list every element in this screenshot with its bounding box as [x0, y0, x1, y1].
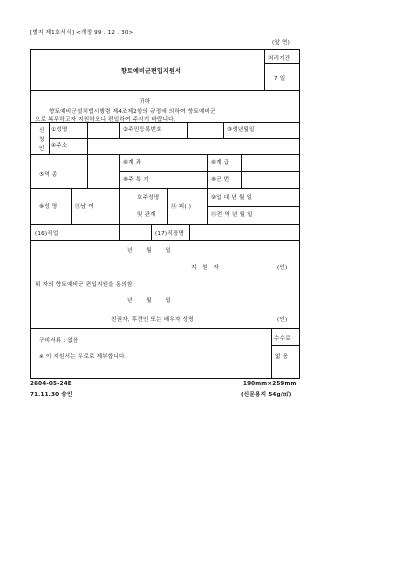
consent-text: 위 자의 향토예비군 편입지원을 동의함: [35, 282, 133, 288]
fee-value: 없 음: [275, 354, 289, 360]
date-line-1: 년 월 일: [127, 248, 177, 254]
intro-line-1: 향토예비군설치법시행령 제4조제2항의 규정에 의하여 향토예비군: [49, 109, 216, 115]
intro-line-2: 으로 복무하고자 지원하오니 편입하여 주시기 바랍니다.: [35, 117, 176, 123]
fee-label: 수수료: [274, 336, 291, 342]
name2-label: ⑧성 명: [39, 204, 58, 210]
misc-label: ⑭ 피( ): [171, 204, 192, 210]
guardian-seal: (인): [277, 317, 288, 323]
discharge-label: ⑮전 역 년 월 일: [211, 212, 253, 218]
resident-no-label: ②주민등록번호: [123, 127, 162, 133]
gender-label: ⑪남 여: [75, 204, 94, 210]
processing-label: 처리기간: [268, 56, 291, 62]
applicant-seal: (인): [277, 265, 288, 271]
duty-label: ⑧주 특 기: [123, 177, 149, 183]
address-label: ④주소: [51, 143, 68, 149]
footer-approval: 71.11.30 승인: [30, 392, 73, 398]
applicant-label: 지 원 자: [191, 265, 221, 271]
footer-paper: (신문용지 54g/㎡): [241, 392, 292, 398]
householder-label-2: 및 관계: [137, 212, 156, 218]
footer-size: 190mm×259mm: [243, 381, 297, 387]
processing-value: 7 일: [274, 76, 286, 82]
guardian-text: 친권자, 후견인 또는 배우자 성명: [111, 317, 194, 323]
name-label: ①성명: [51, 127, 68, 133]
side-label: (앞 면): [272, 40, 290, 46]
birth-label: ③생년월일: [227, 127, 255, 133]
job-label: (16)직업: [35, 231, 59, 237]
service-label: ⑤역 종: [39, 172, 58, 178]
footer-code: 2604-05-24E: [30, 381, 72, 387]
fee-note: ※ 이 지원서는 우로로 제부합니다.: [39, 354, 127, 360]
householder-label-1: 호주성명: [137, 195, 160, 201]
branch-label: ⑧군 번: [211, 177, 230, 183]
applicant-side-label: 신 청 인: [39, 128, 45, 152]
jeon-label: ⑥계 과: [123, 160, 142, 166]
date-line-2: 년 월 일: [127, 298, 177, 304]
enlist-label: ⑨입 대 년 월 일: [211, 195, 253, 201]
addressee: 귀하: [139, 99, 151, 105]
required-docs: 구비서류 : 없음: [39, 338, 79, 344]
rank-label: ⑥계 급: [211, 160, 230, 166]
form-number: [별지 제1호서식] <개정 99 . 12 . 30>: [30, 30, 134, 36]
form-title: 향토예비군편입지원서: [121, 68, 181, 75]
workplace-label: (17)직장명: [155, 231, 185, 237]
application-form: [30, 49, 300, 379]
